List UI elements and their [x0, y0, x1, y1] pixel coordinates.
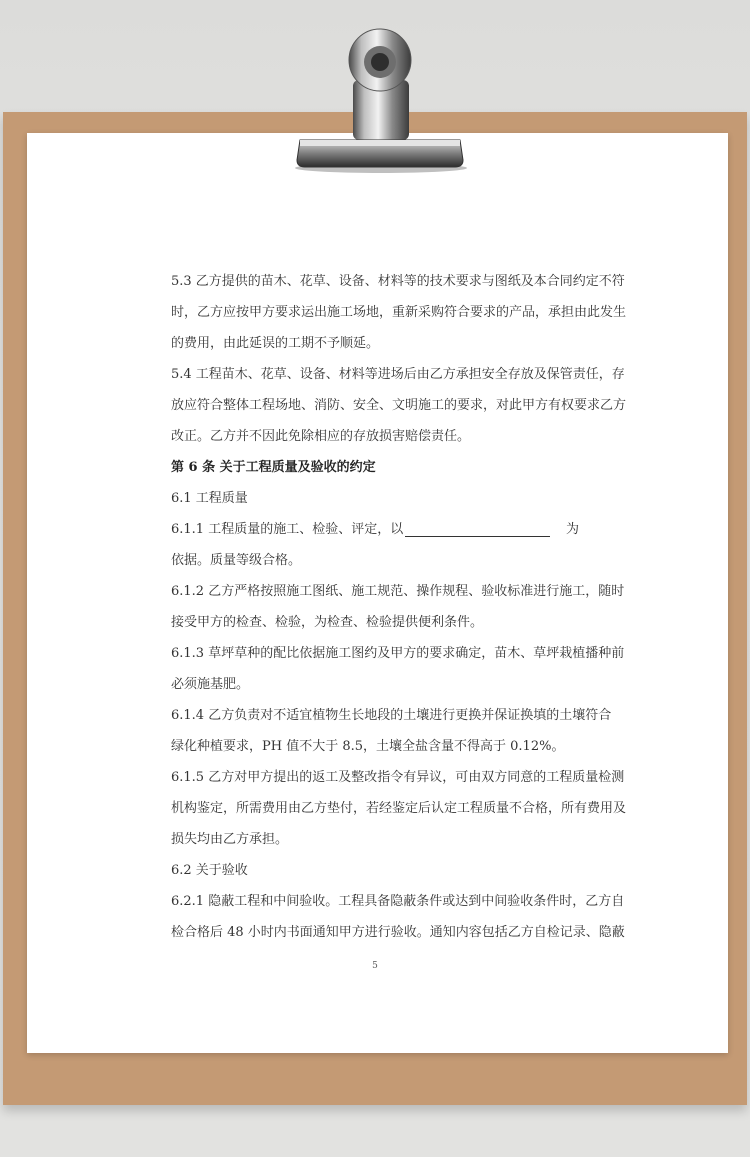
text-line: 绿化种植要求，PH 值不大于 8.5，土壤全盐含量不得高于 0.12%。: [171, 739, 565, 754]
text-line: 5.3 乙方提供的苗木、花草、设备、材料等的技术要求与图纸及本合同约定不符: [171, 274, 625, 289]
binder-clip-icon: [0, 0, 750, 175]
document-body: [171, 266, 627, 948]
clause-6-1-2: [171, 576, 625, 638]
clause-6-1-1: [171, 514, 579, 576]
section-6-1-title: 6.1 工程质量: [171, 491, 248, 506]
text-line: 必须施基肥。: [171, 677, 250, 692]
text-line: 5.4 工程苗木、花草、设备、材料等进场后由乙方承担安全存放及保管责任，存: [171, 367, 625, 382]
text-line: 损失均由乙方承担。: [171, 832, 289, 847]
text-line: 检合格后 48 小时内书面通知甲方进行验收。通知内容包括乙方自检记录、隐蔽: [171, 925, 625, 940]
article-6-heading: 第 6 条 关于工程质量及验收的约定: [171, 460, 376, 475]
text-line: 6.1.2 乙方严格按照施工图纸、施工规范、操作规程、验收标准进行施工，随时: [171, 584, 625, 599]
clause-5-4: [171, 359, 627, 452]
text-line: 6.1.5 乙方对甲方提出的返工及整改指令有异议，可由双方同意的工程质量检测: [171, 770, 625, 785]
text-line: 放应符合整体工程场地、消防、安全、文明施工的要求，对此甲方有权要求乙方: [171, 398, 627, 413]
clause-6-1-3: [171, 638, 625, 700]
section-6-2-title: 6.2 关于验收: [171, 863, 248, 878]
clause-5-3: [171, 266, 627, 359]
text-line-with-blank: [171, 514, 579, 545]
clause-6-1-5: [171, 762, 627, 855]
text-line: 依据。质量等级合格。: [171, 553, 302, 568]
page-number: 5: [372, 961, 378, 971]
blank-suffix: 为: [565, 522, 579, 537]
text-line: 6.1.3 草坪草种的配比依据施工图约及甲方的要求确定，苗木、草坪栽植播种前: [171, 646, 625, 661]
text-line: 改正。乙方并不因此免除相应的存放损害赔偿责任。: [171, 429, 471, 444]
text-line: 的费用，由此延误的工期不予顺延。: [171, 336, 380, 351]
blank-prefix: 6.1.1 工程质量的施工、检验、评定，以: [171, 522, 404, 537]
clause-6-1-4: [171, 700, 612, 762]
text-line: 接受甲方的检查、检验，为检查、检验提供便利条件。: [171, 615, 484, 630]
text-line: 时，乙方应按甲方要求运出施工场地，重新采购符合要求的产品，承担由此发生: [171, 305, 627, 320]
clause-6-2-1: [171, 886, 625, 948]
text-line: 6.1.4 乙方负责对不适宜植物生长地段的土壤进行更换并保证换填的土壤符合: [171, 708, 612, 723]
fill-in-blank[interactable]: [405, 522, 550, 537]
text-line: 机构鉴定，所需费用由乙方垫付，若经鉴定后认定工程质量不合格，所有费用及: [171, 801, 627, 816]
text-line: 6.2.1 隐蔽工程和中间验收。工程具备隐蔽条件或达到中间验收条件时，乙方自: [171, 894, 625, 909]
